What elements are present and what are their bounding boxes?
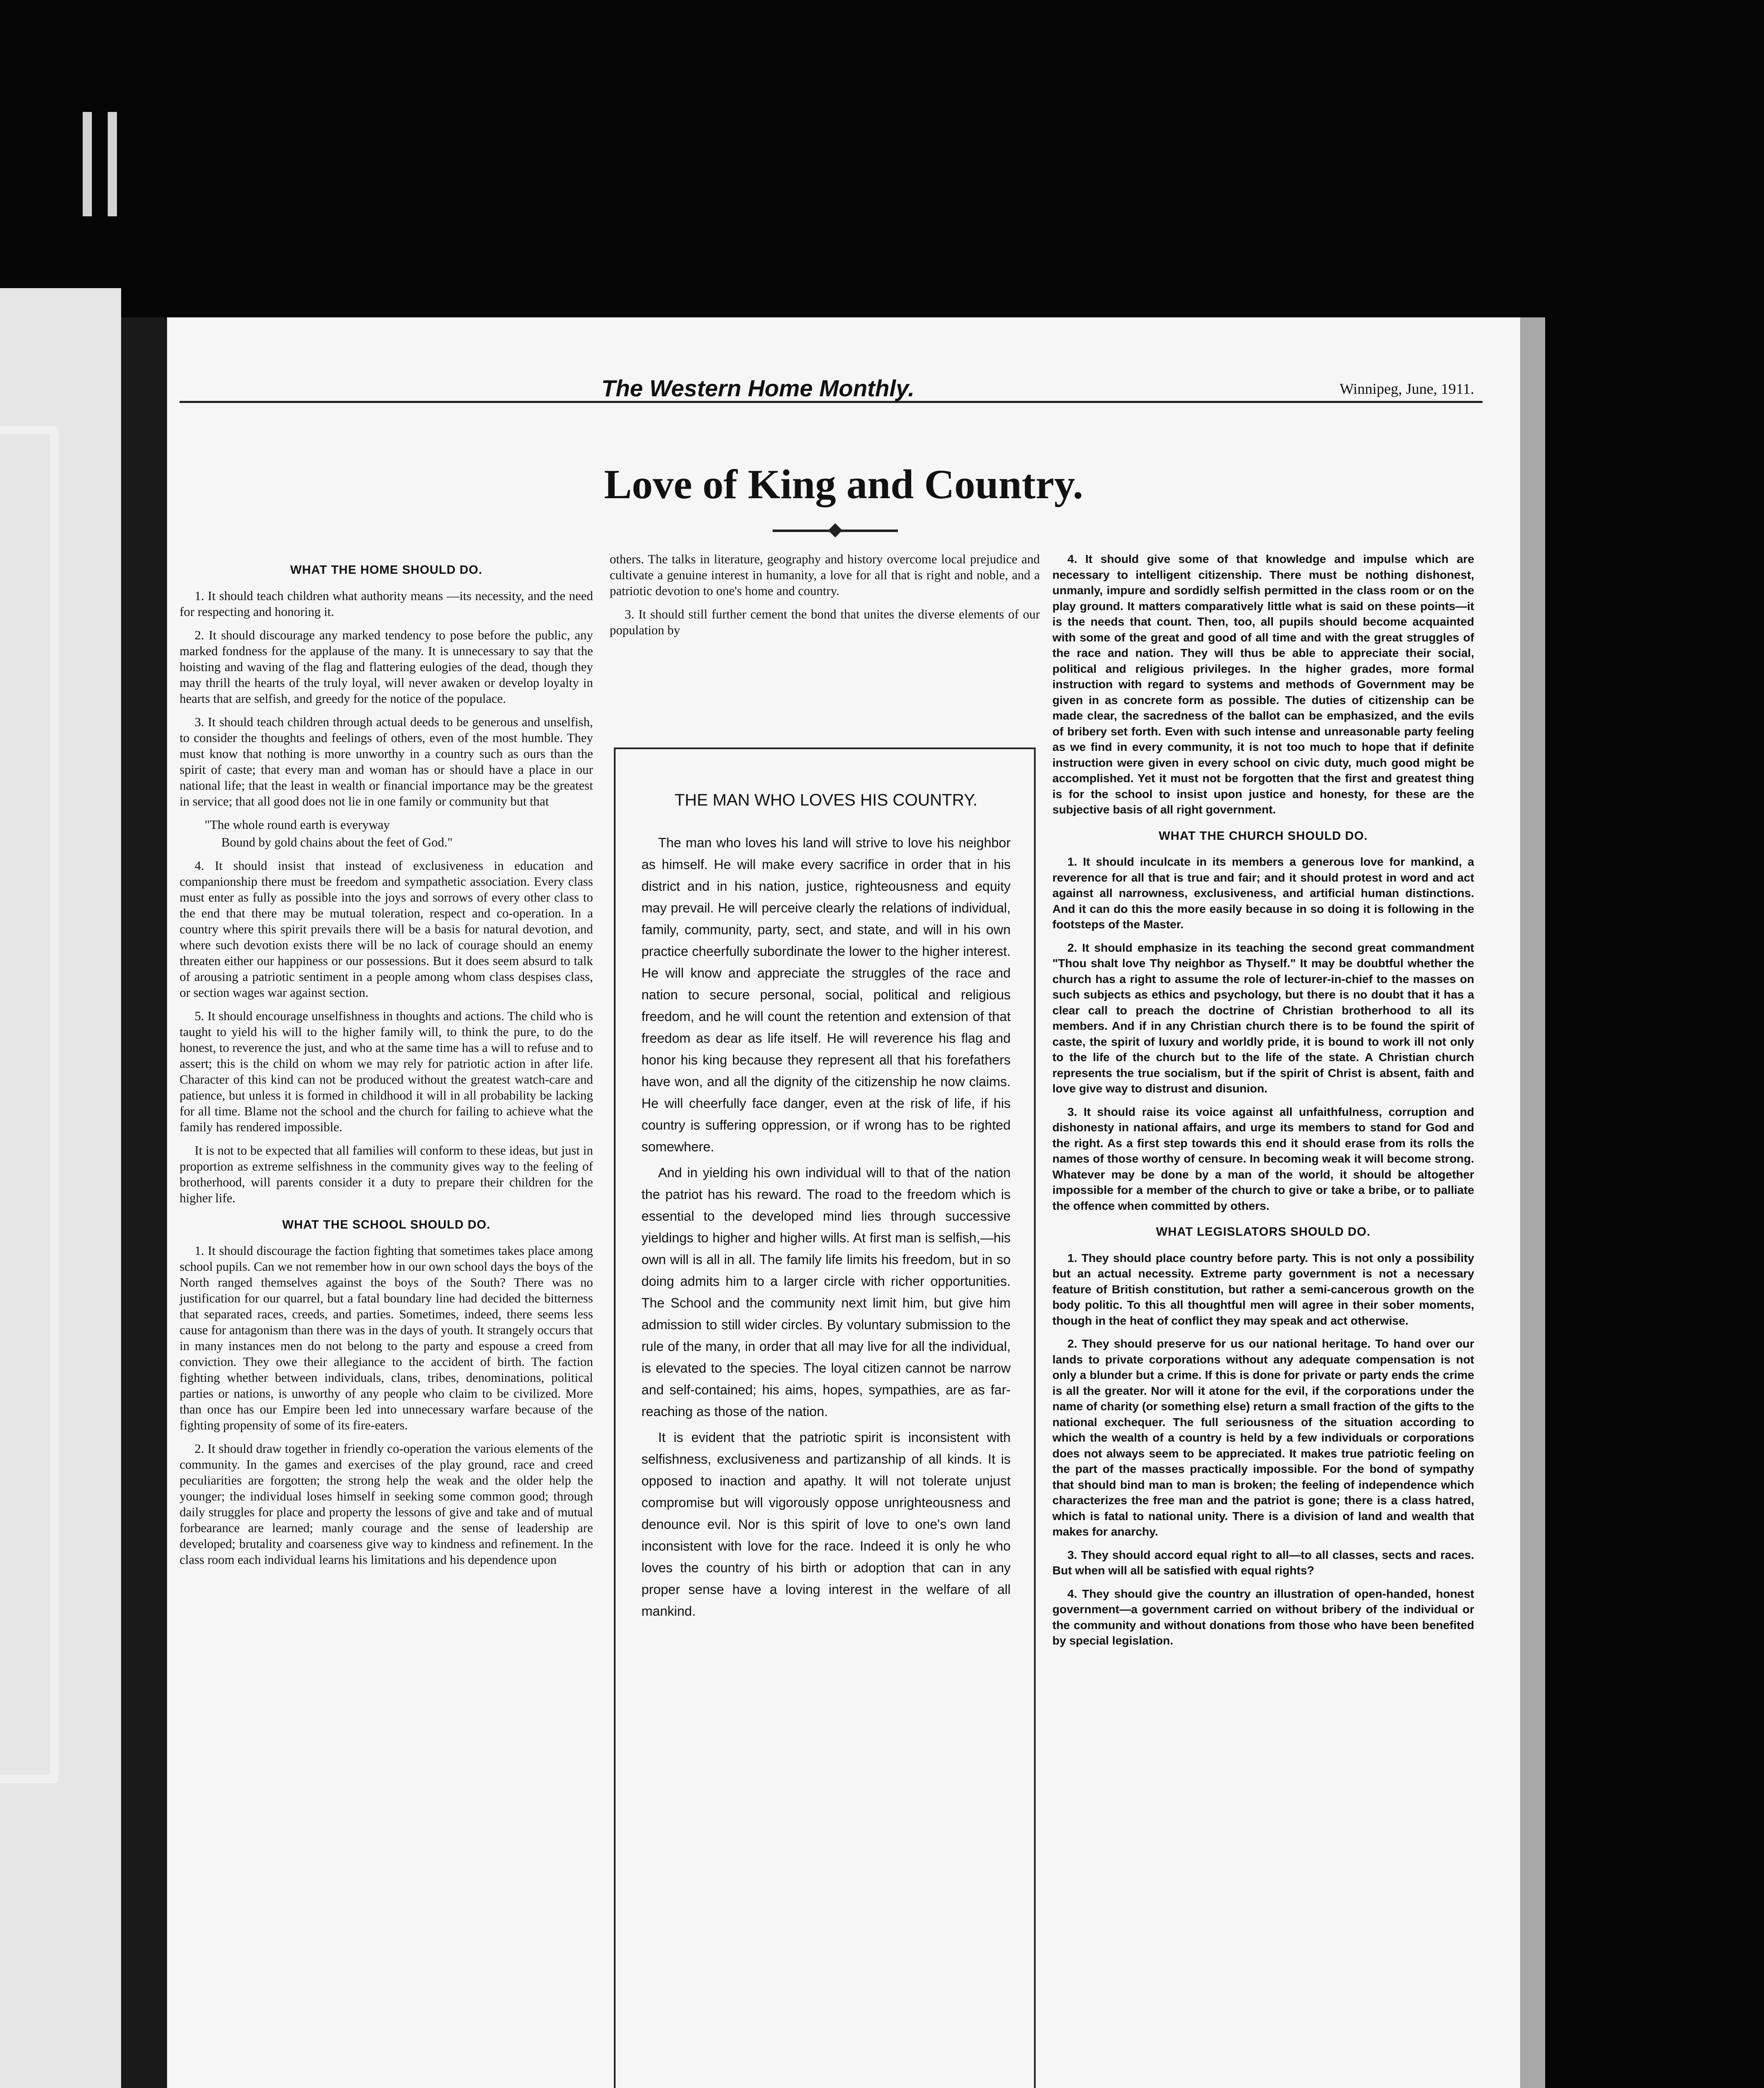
home-p3: 3. It should teach children through actual deeds to be generous and unselfish, to consider the thoughts and feelings of others, even of the most humble. They must know that nothing is more unworthy in a country such as ours than the spirit of caste; that every man and woman has or should have a place in our national life; that the least in wealth or financial importance may be the greatest in service; that all good does not lie in one family or community but that bbox=[180, 715, 593, 808]
school-p2-continued: others. The talks in literature, geography and history overcome local prejudice and cultivate a genuine interest in humanity, a love for all that is right and noble, and a patriotic devotion to one's home and country. bbox=[610, 552, 1040, 598]
school-p4: 4. It should give some of that knowledge and impulse which are necessary to intelligent citizenship. There must be nothing dishonest, unmanly, impure and sordidly selfish permitted in the class room or on the play ground. It matters comparatively little what is said on these points—it is the needs that count. Then, too, all pupils should become acquainted with some of the great and good of all time and with the great struggles of the race and nation. They will thus be able to appreciate their social, political and religious privileges. In the higher grades, more formal instruction with regard to systems and methods of Government may be given in as concrete form as possible. The duties of citizenship can be made clear, the sacredness of the ballot can be emphasized, and the evils of bribery set forth. Even with such intense and unreasonable party feeling as we find in every community, it is not too much to hope that if definite instruction were given in every school on civic duty, much good might be accomplished. Yet it must not be forgotten that the first and greatest thing is for the school to insist upon justice and honesty, for these are the subjective basis of all right government. bbox=[1052, 552, 1474, 816]
masthead bbox=[180, 376, 1483, 403]
school-p2: 2. It should draw together in friendly co-operation the various elements of the community. In the games and exercises of the play ground, race and creed peculiarities are forgotten; the strong help the weak and the older help the younger; the individual loses himself in seeking some common good; through daily struggles for place and property the lessons of give and take and of mutual forbearance are learned; manly courage and the sense of leadership are developed; brutality and coarseness give way to kindness and refinement. In the class room each individual learns his limitations and his dependence upon bbox=[180, 1442, 593, 1567]
legislators-p2: 2. They should preserve for us our national heritage. To hand over our lands to private corporations without any adequate compensation is not only a blunder but a crime. If this is done for private or party ends the crime is all the greater. Nor will it atone for the evil, if the corporations under the name of charity (or something else) return a small fraction of the gifts to the national exchequer. The full seriousness of the situation according to which the wealth of a country is held by a few individuals or corporations does not always seem to be appreciated. It makes true patriotic feeling on the part of the masses practically impossible. For the bond of sympathy that should bind man to man is broken; the feeling of independence which characterizes the free man and the patriot is gone; there is a class hatred, which is fatal to national unity. There is a division of land and wealth that makes for anarchy. bbox=[1052, 1337, 1474, 1538]
school-p1: 1. It should discourage the faction fighting that sometimes takes place among school pupils. Can we not remember how in our own school days the boys of the North ranged themselves against the boys of the South? There was no justification for our quarrel, but a fatal boundary line had decided the bitterness that separated races, creeds, and parties. Sometimes, indeed, there seems less cause for antagonism than there was in the days of youth. It strangely occurs that in many instances men do not belong to the party and espouse a creed from conviction. They owe their allegiance to the accident of birth. The faction fighting whether between individuals, clans, tribes, denominations, political parties or nations, is unworthy of any people who claim to be civilized. More than once has our Empire been led into unnecessary warfare because of the fighting propensity of some of its fire-eaters. bbox=[180, 1244, 593, 1432]
home-p6: It is not to be expected that all families will conform to these ideas, but just in proportion as extreme selfishness in the community gives way to the feeling of brotherhood, will parents consider it a duty to prepare their children for the higher life. bbox=[180, 1143, 593, 1205]
home-quote-line1: "The whole round earth is everyway bbox=[205, 818, 390, 832]
title-ornament-diamond bbox=[828, 523, 842, 537]
home-p2: 2. It should discourage any marked tendency to pose before the public, any marked fondness for the applause of the many. It is unnecessary to say that the hoisting and waving of the flag and flattering eulogies of the dead, though they may thrill the hearts of the truly loyal, will never awaken or develop loyalty in hearts that are selfish, and greedy for the notice of the populace. bbox=[180, 628, 593, 706]
school-heading: WHAT THE SCHOOL SHOULD DO. bbox=[282, 1218, 491, 1232]
legislators-p4: 4. They should give the country an illustration of open-handed, honest government—a government carried on without bribery of the individual or the community and without donations from those who have been benefited by special legislation. bbox=[1052, 1587, 1474, 1647]
boxed-feature bbox=[614, 748, 1036, 2088]
decorative-border-left bbox=[0, 426, 58, 1783]
magazine-title: The Western Home Monthly. bbox=[601, 375, 915, 401]
church-heading: WHAT THE CHURCH SHOULD DO. bbox=[1158, 829, 1368, 843]
column-3 bbox=[1052, 551, 1474, 1656]
scan-right-gray-panel bbox=[1520, 317, 1545, 2088]
boxed-p2: And in yielding his own individual will to that of the nation the patriot has his reward. The road to the freedom which is essential to the developed mind lies through successive yieldings to higher and higher wills. At first man is selfish,—his own will is all in all. The family life limits his freedom, but in so doing admits him to a larger circle with richer opportunities. The School and the community next limit him, but give him admission to still wider circles. By voluntary submission to the rule of the many, in order that all may live for all the individual, is elevated to the species. The loyal citizen cannot be narrow and self-contained; his aims, hopes, sympathies, are as far-reaching as those of the nation. bbox=[641, 1165, 1011, 1419]
book-spine-shadow bbox=[121, 317, 167, 2088]
column-2-top bbox=[610, 551, 1040, 646]
home-quote-line2: Bound by gold chains about the feet of God." bbox=[221, 835, 453, 849]
dateline: Winnipeg, June, 1911. bbox=[1339, 380, 1474, 397]
magazine-page bbox=[167, 317, 1520, 2088]
church-p1: 1. It should inculcate in its members a generous love for mankind, a reverence for all that is true and fair; and it should protest in word and act against all narrowness, exclusiveness, and artificial human distinctions. And it can do this the more easily because in so doing it is following in the footsteps of the Master. bbox=[1052, 855, 1474, 931]
legislators-p3: 3. They should accord equal right to all—to all classes, sects and races. But when will all be satisfied with equal rights? bbox=[1052, 1548, 1474, 1577]
school-p3: 3. It should still further cement the bond that unites the diverse elements of our population by bbox=[610, 607, 1040, 637]
article-title: Love of King and Country. bbox=[604, 461, 1083, 507]
home-p4: 4. It should insist that instead of exclusiveness in education and companionship there must be freedom and sympathetic association. Every class must enter as fully as possible into the joys and sorrows of every other class to the end that there may be mutual toleration, respect and co-operation. In a country where this spirit prevails there will be a basis for natural devotion, and where such devotion exists there will be no lack of courage should an enemy threaten either our happiness or our possessions. But it does seem absurd to talk of arousing a patriotic sentiment in a people among whom class despises class, or section wages war against section. bbox=[180, 859, 593, 1000]
boxed-feature-title: THE MAN WHO LOVES HIS COUNTRY. bbox=[674, 791, 978, 809]
column-1 bbox=[180, 551, 593, 1575]
legislators-heading: WHAT LEGISLATORS SHOULD DO. bbox=[1156, 1225, 1371, 1239]
film-mark-bar-2 bbox=[108, 112, 117, 216]
boxed-p3: It is evident that the patriotic spirit is inconsistent with selfishness, exclusiveness and partizanship of all kinds. It is opposed to inaction and apathy. It will not tolerate unjust compromise but will vigorously oppose unrighteousness and denounce evil. Nor is this spirit of love to one's own land inconsistent with love for the race. Indeed it is only he who loves the country of his birth or adoption that can in any proper sense have a loving interest in the welfare of all mankind. bbox=[641, 1430, 1011, 1619]
church-p3: 3. It should raise its voice against all unfaithfulness, corruption and dishonesty in national affairs, and urge its members to stand for God and the right. As a first step towards this end it should erase from its rolls the names of those worthy of censure. In becoming weak it will become strong. Whatever may be done by a man of the world, it should be altogether impossible for a member of the church to give or take a bribe, or to palliate the offence when committed by others. bbox=[1052, 1105, 1474, 1212]
church-p2: 2. It should emphasize in its teaching the second great commandment "Thou shalt love Thy neighbor as Thyself." It may be doubtful whether the church has a right to assume the role of lecturer-in-chief to the masses on such subjects as ethics and psychology, but there is no doubt that it has a clear call to preach the doctrine of Christian brotherhood to all its members. And if in any Christian church there is to be found the spirit of caste, the spirit of luxury and worldly pride, it is bound to work ill not only to the life of the church but to the life of the state. A Christian church represents the true socialism, but if the spirit of Christ is absent, faith and love give way to distrust and disunion. bbox=[1052, 941, 1474, 1095]
boxed-p1: The man who loves his land will strive to love his neighbor as himself. He will make every sacrifice in order that in his district and in his nation, justice, righteousness and equity may prevail. He will perceive clearly the relations of individual, family, community, party, sect, and state, and will in his own practice cheerfully subordinate the lower to the higher interest. He will know and appreciate the struggles of the race and nation to secure personal, social, political and religious freedom, and he will count the retention and extension of that freedom as dear as life itself. He will reverence his flag and honor his king because they represent all that his forefathers have won, and all the dignity of the citizenship he now claims. He will cheerfully face danger, even at the risk of life, if his country is suffering oppression, or if wrong has to be righted somewhere. bbox=[641, 835, 1011, 1154]
home-p1: 1. It should teach children what authority means —its necessity, and the need for respecting and honoring it. bbox=[180, 589, 593, 619]
film-mark-bar-1 bbox=[83, 112, 92, 216]
legislators-p1: 1. They should place country before party. This is not only a possibility but an actual necessity. Extreme party government is not a necessary feature of British constitution, but rather a semi-cancerous growth on the body politic. To this all thoughtful men will agree in their sober moments, though in the heat of conflict they may speak and act otherwise. bbox=[1052, 1251, 1474, 1327]
home-p5: 5. It should encourage unselfishness in thoughts and actions. The child who is taught to yield his will to the higher family will, to think the pure, to do the honest, to reverence the just, and who at the same time has a will to refuse and to assert; this is the child on whom we may rely for patriotic action in after life. Character of this kind can not be produced without the greatest watch-care and patience, but unless it is formed in childhood it will in all probability be lacking for all time. Blame not the school and the church for failing to achieve what the family has rendered impossible. bbox=[180, 1009, 593, 1134]
home-heading: WHAT THE HOME SHOULD DO. bbox=[290, 563, 483, 577]
